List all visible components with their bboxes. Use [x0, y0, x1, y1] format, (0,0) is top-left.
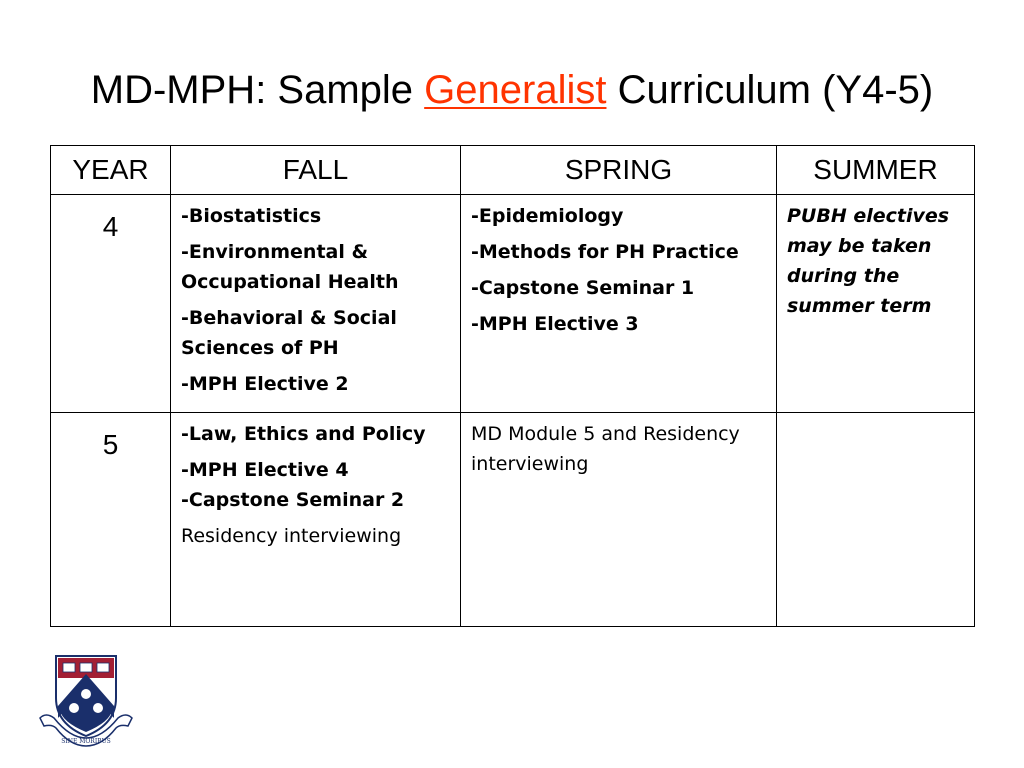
course-item: -Biostatistics — [181, 205, 322, 227]
summer-cell — [777, 413, 975, 627]
course-item: MD Module 5 and Residency interviewing — [471, 423, 740, 475]
book-icon — [97, 663, 109, 672]
summer-note: PUBH electives may be taken during the summer term — [787, 205, 950, 317]
spring-cell — [461, 195, 777, 413]
roundel-icon — [93, 703, 103, 713]
book-icon — [80, 663, 92, 672]
table-row-year-5 — [51, 413, 975, 627]
slide-title — [0, 66, 1024, 114]
roundel-icon — [81, 689, 91, 699]
fall-cell — [171, 195, 461, 413]
university-crest-logo — [36, 648, 136, 748]
table-row-year-4 — [51, 195, 975, 413]
course-item: -MPH Elective 4 — [181, 459, 349, 481]
course-item: -Law, Ethics and Policy — [181, 423, 426, 445]
course-item: -MPH Elective 2 — [181, 373, 349, 395]
title-prefix: MD-MPH: Sample — [90, 68, 425, 112]
header-spring: SPRING — [461, 146, 777, 195]
course-item: -Epidemiology — [471, 205, 624, 227]
header-summer: SUMMER — [777, 146, 975, 195]
book-icon — [63, 663, 75, 672]
course-item: -Capstone Seminar 1 — [471, 277, 695, 299]
course-item: -Capstone Seminar 2 — [181, 489, 405, 511]
spring-cell — [461, 413, 777, 627]
header-fall: FALL — [171, 146, 461, 195]
title-suffix: Curriculum (Y4-5) — [606, 68, 934, 112]
title-accent-generalist: Generalist — [424, 68, 607, 112]
year-cell: 4 — [51, 195, 171, 413]
course-item: -Environmental & Occupational Health — [181, 241, 399, 293]
fall-cell — [171, 413, 461, 627]
course-item: Residency interviewing — [181, 525, 402, 547]
header-year: YEAR — [51, 146, 171, 195]
curriculum-table — [50, 145, 975, 627]
course-item: -Behavioral & Social Sciences of PH — [181, 307, 397, 359]
course-item: -MPH Elective 3 — [471, 313, 639, 335]
crest-shield-icon — [36, 648, 136, 748]
crest-motto: SINE MORIBUS — [61, 738, 111, 745]
course-item: -Methods for PH Practice — [471, 241, 739, 263]
year-cell: 5 — [51, 413, 171, 627]
roundel-icon — [69, 703, 79, 713]
summer-cell — [777, 195, 975, 413]
table-header-row — [51, 146, 975, 195]
